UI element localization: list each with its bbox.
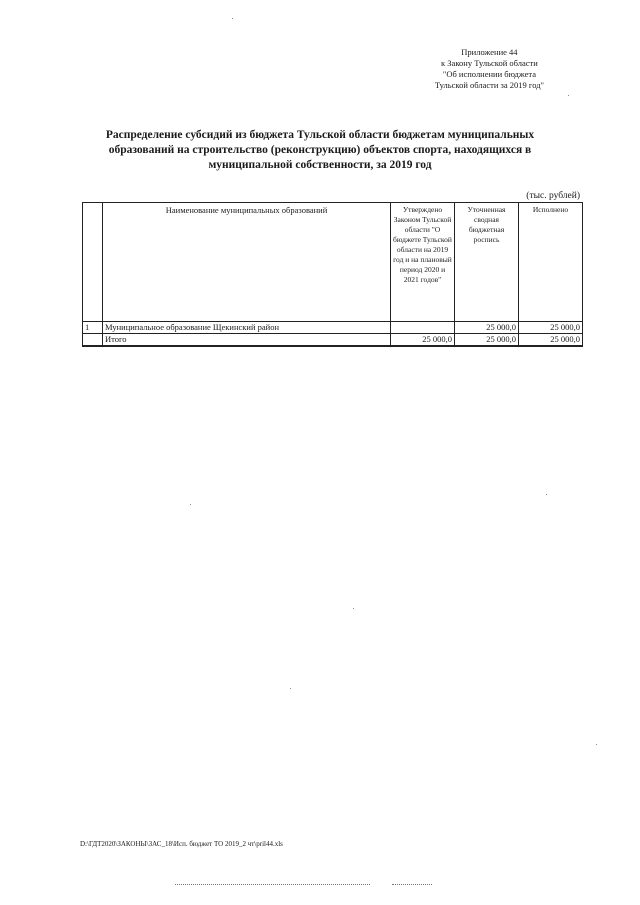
header-refined: Уточненная сводная бюджетная роспись	[455, 203, 519, 322]
subsidy-table	[82, 202, 583, 347]
total-refined: 25 000,0	[455, 334, 519, 347]
document-title	[100, 128, 540, 173]
appendix-line-1: Приложение 44	[461, 47, 518, 57]
appendix-line-3: "Об исполнении бюджета	[442, 69, 536, 79]
header-name: Наименование муниципальных образований	[103, 203, 391, 322]
scan-speck	[232, 18, 233, 19]
title-line-3: муниципальной собственности, за 2019 год	[208, 159, 432, 171]
file-path-footer: D:\ГДТ2020\ЗАКОНЫ\ЗАС_18\Исп. бюджет ТО 2019_2 чт\pril44.xls	[80, 840, 283, 848]
scan-speck	[568, 95, 569, 96]
total-number	[83, 334, 103, 347]
header-approved: Утверждено Законом Тульской области "О бюджете Тульской области на 2019 год и на плановый период 2020 и 2021 годов"	[391, 203, 455, 322]
appendix-line-4: Тульской области за 2019 год"	[434, 80, 544, 90]
appendix-line-2: к Закону Тульской области	[441, 58, 538, 68]
header-executed: Исполнено	[519, 203, 583, 322]
appendix-header	[435, 47, 544, 91]
scan-speck	[353, 608, 354, 609]
scan-speck	[546, 494, 547, 495]
header-number	[83, 203, 103, 322]
total-approved: 25 000,0	[391, 334, 455, 347]
scan-speck	[190, 504, 191, 505]
total-label: Итого	[103, 334, 391, 347]
table-header-row	[83, 203, 583, 322]
row-name: Муниципальное образование Щекинский район	[103, 322, 391, 334]
row-executed: 25 000,0	[519, 322, 583, 334]
scan-artifact-line	[175, 884, 370, 885]
row-number: 1	[83, 322, 103, 334]
row-approved	[391, 322, 455, 334]
table-row	[83, 322, 583, 334]
title-line-1: Распределение субсидий из бюджета Тульской области бюджетам муниципальных	[105, 129, 535, 141]
row-refined: 25 000,0	[455, 322, 519, 334]
title-line-2: образований на строительство (реконструкцию) объектов спорта, находящихся в	[108, 144, 532, 156]
scan-artifact-line	[392, 884, 432, 885]
scan-speck	[290, 688, 291, 689]
scan-speck	[596, 744, 597, 745]
total-executed: 25 000,0	[519, 334, 583, 347]
units-label: (тыс. рублей)	[526, 191, 580, 201]
total-row	[83, 334, 583, 347]
